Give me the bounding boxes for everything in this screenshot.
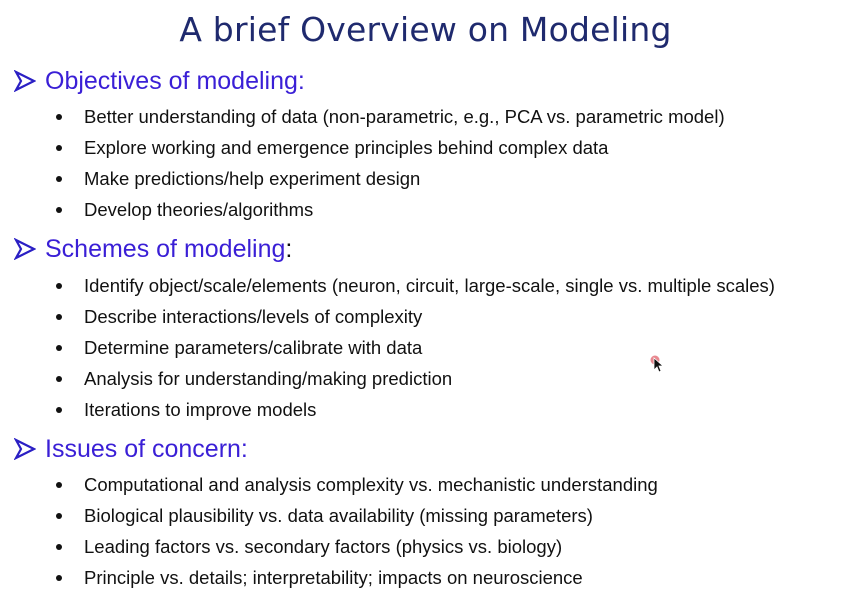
section-heading-schemes bbox=[14, 232, 292, 266]
arrow-bullet-icon bbox=[14, 238, 36, 260]
list-item: Develop theories/algorithms bbox=[56, 195, 725, 226]
bullet-dot-icon bbox=[56, 482, 62, 488]
section-heading-objectives bbox=[14, 64, 305, 98]
bullet-dot-icon bbox=[56, 575, 62, 581]
list-item: Make predictions/help experiment design bbox=[56, 163, 725, 194]
bullet-dot-icon bbox=[56, 376, 62, 382]
bullet-dot-icon bbox=[56, 407, 62, 413]
section-heading-issues bbox=[14, 432, 248, 466]
section-heading-label: Issues of concern: bbox=[45, 434, 248, 463]
list-item: Describe interactions/levels of complexity bbox=[56, 301, 775, 332]
bullet-list-objectives bbox=[56, 101, 725, 226]
list-item: Iterations to improve models bbox=[56, 395, 775, 426]
bullet-dot-icon bbox=[56, 114, 62, 120]
list-item: Principle vs. details; interpretability; impacts on neuroscience bbox=[56, 563, 658, 594]
bullet-dot-icon bbox=[56, 283, 62, 289]
bullet-dot-icon bbox=[56, 176, 62, 182]
section-heading-label: Objectives of modeling: bbox=[45, 66, 305, 95]
bullet-dot-icon bbox=[56, 207, 62, 213]
list-item: Analysis for understanding/making prediction bbox=[56, 364, 775, 395]
bullet-list-schemes bbox=[56, 270, 775, 426]
section-heading-label: Schemes of modeling bbox=[45, 234, 286, 263]
section-heading-colon: : bbox=[285, 234, 293, 263]
bullet-dot-icon bbox=[56, 145, 62, 151]
list-item: Explore working and emergence principles behind complex data bbox=[56, 132, 725, 163]
list-item: Biological plausibility vs. data availability (missing parameters) bbox=[56, 500, 658, 531]
bullet-dot-icon bbox=[56, 513, 62, 519]
list-item: Better understanding of data (non-parametric, e.g., PCA vs. parametric model) bbox=[56, 101, 725, 132]
mouse-pointer-icon bbox=[650, 355, 666, 373]
list-item: Determine parameters/calibrate with data bbox=[56, 332, 775, 363]
list-item: Identify object/scale/elements (neuron, circuit, large-scale, single vs. multiple scales) bbox=[56, 270, 775, 301]
arrow-bullet-icon bbox=[14, 70, 36, 92]
bullet-dot-icon bbox=[56, 544, 62, 550]
bullet-dot-icon bbox=[56, 345, 62, 351]
list-item: Computational and analysis complexity vs. mechanistic understanding bbox=[56, 469, 658, 500]
bullet-dot-icon bbox=[56, 314, 62, 320]
bullet-list-issues bbox=[56, 469, 658, 594]
arrow-bullet-icon bbox=[14, 438, 36, 460]
list-item: Leading factors vs. secondary factors (physics vs. biology) bbox=[56, 531, 658, 562]
slide-title: A brief Overview on Modeling bbox=[179, 10, 672, 49]
